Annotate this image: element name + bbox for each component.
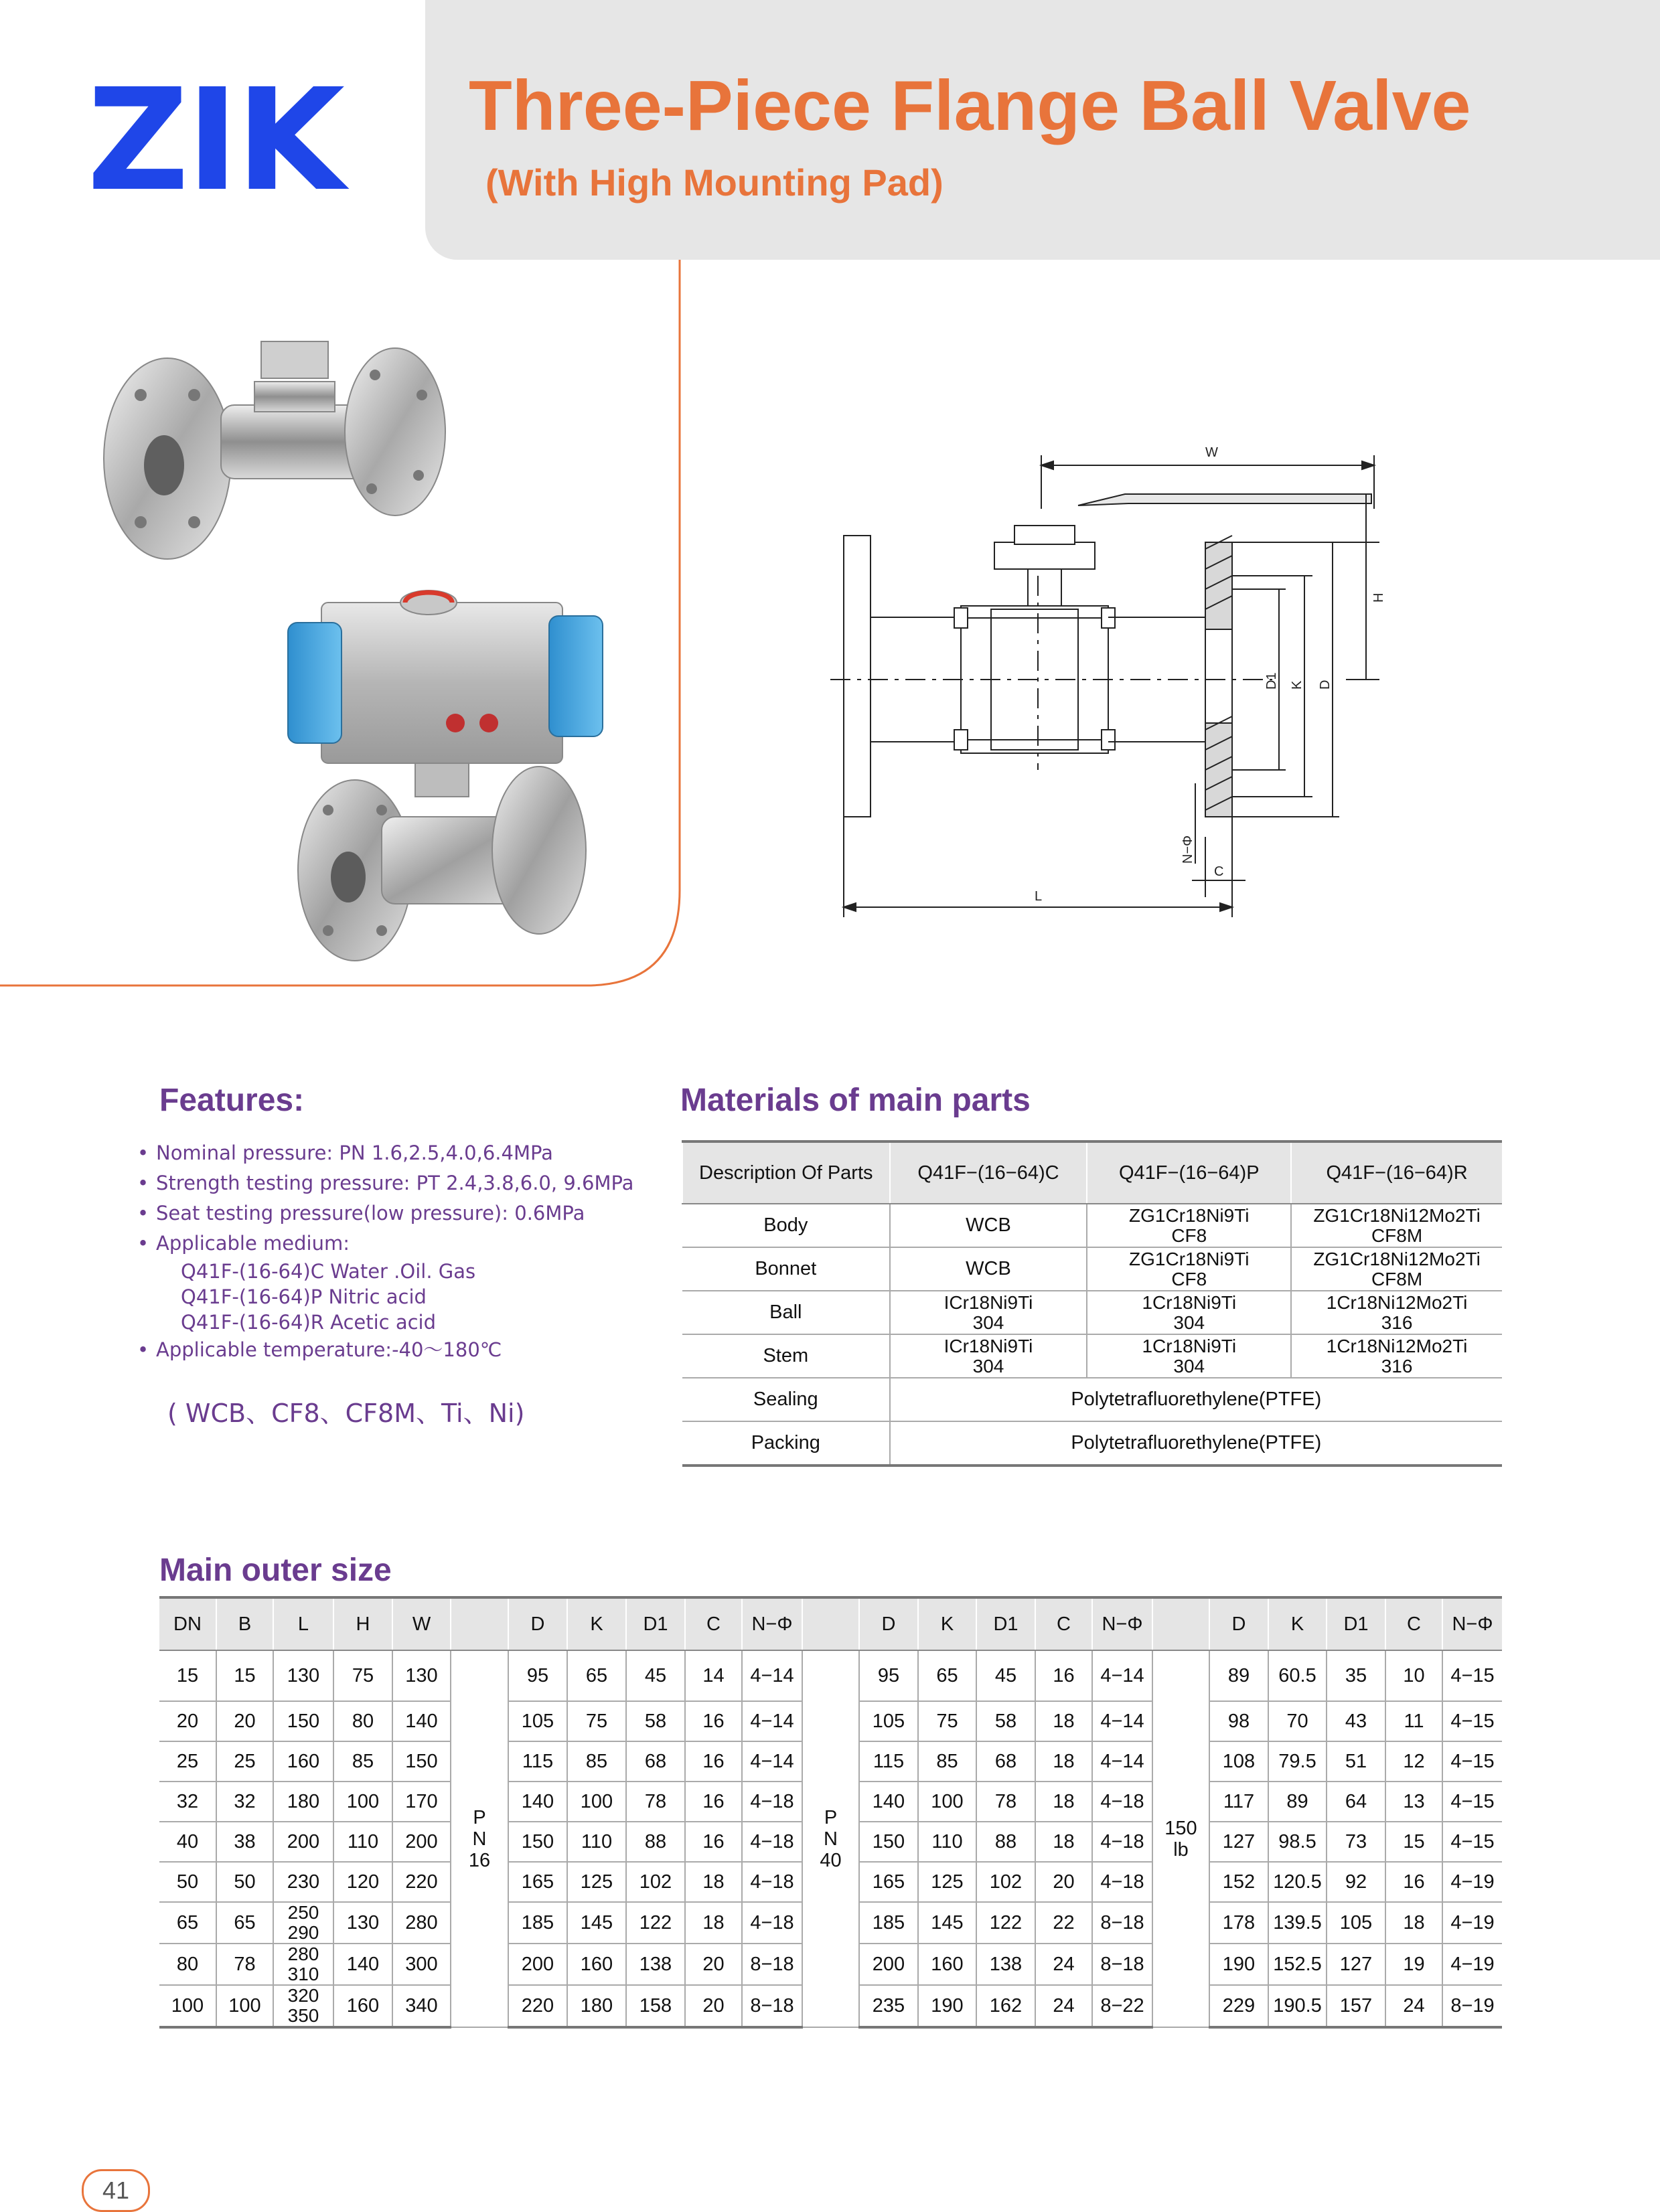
dim-label-w: W xyxy=(1205,445,1218,460)
page-subtitle: (With High Mounting Pad) xyxy=(485,161,944,204)
medium-item: Q41F-(16-64)R Acetic acid xyxy=(181,1311,437,1334)
pressure-class-cell: P N 16 xyxy=(451,1650,508,2027)
materials-table xyxy=(682,1140,1502,1467)
col-header xyxy=(451,1597,508,1650)
col-header: K xyxy=(1268,1597,1327,1650)
table-row: Sealing Polytetrafluorethylene(PTFE) xyxy=(682,1378,1502,1421)
manual-valve-photo xyxy=(100,321,449,582)
col-header xyxy=(1152,1597,1209,1650)
table-row: Ball ICr18Ni9Ti 304 1Cr18Ni9Ti 304 1Cr18Ni12Mo2Ti 316 xyxy=(682,1291,1502,1334)
col-header: C xyxy=(685,1597,742,1650)
col-header xyxy=(802,1597,859,1650)
feature-item: • Strength testing pressure: PT 2.4,3.8,6.0, 9.6MPa xyxy=(137,1172,634,1194)
table-row: Packing Polytetrafluorethylene(PTFE) xyxy=(682,1421,1502,1466)
table-row: 65 65 250 290 130 280 185 145 122 18 4−18 185 145 122 22 8−18 178 139.5 105 18 4−19 xyxy=(159,1902,1502,1944)
feature-item: • Seat testing pressure(low pressure): 0.6MPa xyxy=(137,1202,585,1224)
table-row: Bonnet WCB ZG1Cr18Ni9Ti CF8 ZG1Cr18Ni12Mo2Ti CF8M xyxy=(682,1247,1502,1291)
col-header: W xyxy=(392,1597,451,1650)
dim-label-c: C xyxy=(1214,864,1224,879)
table-row: 80 78 280 310 140 300 200 160 138 20 8−18 200 160 138 24 8−18 190 152.5 127 19 4−19 xyxy=(159,1944,1502,1985)
medium-item: Q41F-(16-64)P Nitric acid xyxy=(181,1285,427,1308)
table-row: 32 32 180 100 170 140 100 78 16 4−18 140 100 78 18 4−18 117 89 64 13 4−15 xyxy=(159,1782,1502,1822)
dim-label-h: H xyxy=(1371,592,1386,603)
materials-heading: Materials of main parts xyxy=(680,1083,1031,1118)
technical-drawing xyxy=(830,435,1433,931)
dim-label-d1: D1 xyxy=(1264,672,1279,690)
medium-item: Q41F-(16-64)C Water .Oil. Gas xyxy=(181,1260,476,1283)
col-header: B xyxy=(216,1597,273,1650)
feature-item: • Applicable temperature:-40～180℃ xyxy=(137,1338,502,1361)
pneumatic-valve-photo xyxy=(281,576,629,964)
table-row: 40 38 200 110 200 150 110 88 16 4−18 150 110 88 18 4−18 127 98.5 73 15 4−15 xyxy=(159,1822,1502,1862)
features-list xyxy=(137,1138,646,1365)
col-header: D1 xyxy=(976,1597,1035,1650)
dim-label-l: L xyxy=(1035,889,1043,904)
col-header: N−Φ xyxy=(1442,1597,1502,1650)
col-header: C xyxy=(1385,1597,1442,1650)
col-header: Q41F−(16−64)C xyxy=(890,1141,1087,1204)
dim-label-k: K xyxy=(1290,680,1304,690)
feature-item: • Applicable medium: xyxy=(137,1232,350,1255)
col-header: K xyxy=(918,1597,976,1650)
table-row: 15 15 130 75 130 P N 16 95 65 45 14 4−14 P N 40 95 65 45 16 4−14 150 lb 89 60.5 35 10 4−15 xyxy=(159,1650,1502,1701)
table-row: Body WCB ZG1Cr18Ni9Ti CF8 ZG1Cr18Ni12Mo2Ti CF8M xyxy=(682,1204,1502,1247)
table-header-row xyxy=(159,1597,1502,1650)
brand-logo: ZIK xyxy=(87,58,343,222)
table-row: 100 100 320 350 160 340 220 180 158 20 8−18 235 190 162 24 8−22 229 190.5 157 24 8−19 xyxy=(159,1985,1502,2027)
table-row: 20 20 150 80 140 105 75 58 16 4−14 105 75 58 18 4−14 98 70 43 11 4−15 xyxy=(159,1701,1502,1741)
pressure-class-cell: P N 40 xyxy=(802,1650,859,2027)
features-heading: Features: xyxy=(159,1083,305,1118)
table-row: 25 25 160 85 150 115 85 68 16 4−14 115 85 68 18 4−14 108 79.5 51 12 4−15 xyxy=(159,1741,1502,1782)
materials-note: ( WCB、CF8、CF8M、Ti、Ni) xyxy=(167,1399,525,1428)
dim-label-d: D xyxy=(1318,680,1333,690)
col-header: D1 xyxy=(1327,1597,1385,1650)
size-table xyxy=(159,1596,1502,2029)
col-header: C xyxy=(1035,1597,1092,1650)
col-header: D xyxy=(1209,1597,1268,1650)
col-header: Q41F−(16−64)P xyxy=(1087,1141,1291,1204)
col-header: Q41F−(16−64)R xyxy=(1291,1141,1502,1204)
col-header: D xyxy=(859,1597,918,1650)
page-number: 41 xyxy=(82,2169,150,2212)
col-header: H xyxy=(333,1597,392,1650)
col-header: N−Φ xyxy=(1092,1597,1152,1650)
col-header: DN xyxy=(159,1597,216,1650)
col-header: D xyxy=(508,1597,567,1650)
size-heading: Main outer size xyxy=(159,1553,392,1588)
col-header: K xyxy=(567,1597,626,1650)
dim-label-n-phi: N−Φ xyxy=(1181,835,1195,864)
pressure-class-cell: 150 lb xyxy=(1152,1650,1209,2027)
col-header: L xyxy=(273,1597,333,1650)
col-header: D1 xyxy=(626,1597,685,1650)
table-row: Stem ICr18Ni9Ti 304 1Cr18Ni9Ti 304 1Cr18Ni12Mo2Ti 316 xyxy=(682,1334,1502,1378)
col-header: Description Of Parts xyxy=(682,1141,890,1204)
page-title: Three-Piece Flange Ball Valve xyxy=(469,66,1471,145)
feature-item: • Nominal pressure: PN 1.6,2.5,4.0,6.4MPa xyxy=(137,1141,553,1164)
table-header-row xyxy=(682,1141,1502,1204)
table-row: 50 50 230 120 220 165 125 102 18 4−18 165 125 102 20 4−18 152 120.5 92 16 4−19 xyxy=(159,1862,1502,1902)
col-header: N−Φ xyxy=(742,1597,802,1650)
